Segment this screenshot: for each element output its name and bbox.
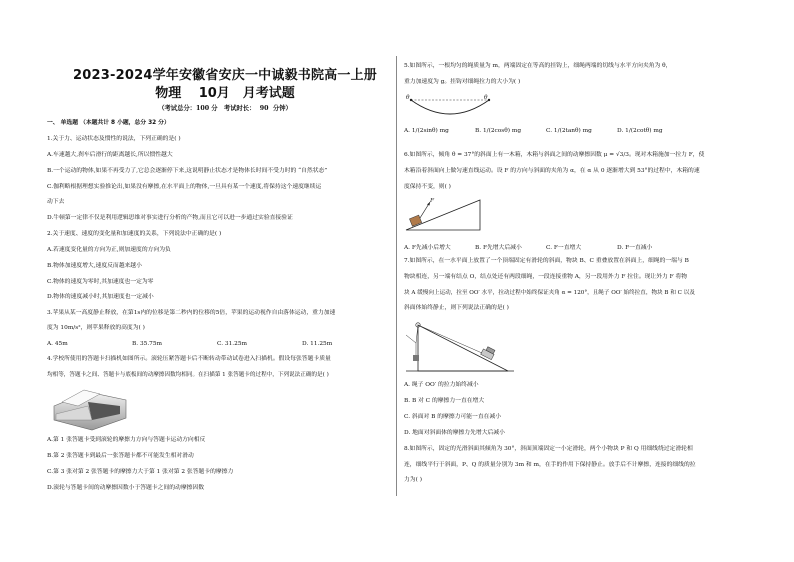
exam-subtitle: 物理 10月 月考试题 [155, 86, 295, 101]
q7-option-b: B. B 对 C 的摩擦力一直在增大 [404, 398, 485, 404]
q6-option-b: B. F先增大后减小 [475, 245, 522, 251]
q3-option-a: A. 45m [47, 341, 68, 347]
q1-option-b: B.一个运动的物体,如果不再受力了,它总会逐渐停下来,这说明静止状态才是物体长时间不受力时的 “自然状态” [47, 168, 328, 174]
q8-stem: 8.如图所示，固定的光滑斜面其倾角为 30°，斜面顶端固定一小定滑轮，两个小物块 P 和 Q 用细线绕过定滑轮相 [404, 446, 693, 452]
q6-stem: 6.如图所示，倾角 θ = 37°的斜面上有一木箱，木箱与斜面之间的动摩擦因数 μ = √3/3。现对木箱施加一拉力 F，使 [404, 152, 705, 158]
theta-label-right: θ [484, 95, 488, 101]
q1-option-a: A.车速越大,刹车后滑行的距离越长,所以惯性越大 [47, 152, 173, 158]
q2-option-b: B.物体加速度增大,速度反而越来越小 [47, 263, 142, 269]
q1-option-d: D.牛顿第一定律不仅是利用逻辑思维对事实进行分析的产物,而且它可以进一步通过实验直接验证 [47, 215, 293, 221]
q2-stem: 2.关于速度、速度的变化量和加速度的关系，下列说法中正确的是( ) [47, 231, 222, 237]
q4-stem-cont: 均相等，答题卡之间、答题卡与底板间的动摩擦因数均相同。在扫描第 1 张答题卡的过程中，下列说法正确的是( ) [47, 372, 329, 378]
column-divider [396, 56, 397, 496]
q2-option-c: C.物体的速度为零时,其加速度也一定为零 [47, 279, 154, 285]
q7-option-d: D. 地面对斜面体的摩擦力先增大后减小 [404, 430, 505, 436]
incline-box-figure [404, 194, 484, 234]
theta-label-left: θ [406, 95, 410, 101]
q2-option-d: D.物体的速度减小时,其加速度也一定减小 [47, 294, 154, 300]
q7-option-a: A. 绳子 OO′ 的拉力始终减小 [404, 382, 479, 388]
q4-option-b: B.第 2 张答题卡到最后一张答题卡都不可能发生相对滑动 [47, 453, 194, 459]
q5-option-b: B. 1/(2cosθ) mg [475, 128, 522, 134]
q5-stem: 5.如图所示，一根均匀的绳质量为 m，两端固定在等高的挂钩上，细绳两端的切线与水平方向夹角为 θ， [404, 63, 672, 69]
q1-option-c-cont: 动下去 [47, 199, 65, 205]
q6-option-a: A. F先减小后增大 [404, 245, 451, 251]
q7-stem-cont3: 斜面体始终静止，则下列说法正确的是( ) [404, 305, 509, 311]
q4-option-c: C.第 3 张对第 2 张答题卡的摩擦力大于第 1 张对第 2 张答题卡的摩擦力 [47, 469, 234, 475]
q3-stem-cont: 度为 10m/s²，则苹果释放的高度为( ) [47, 325, 145, 331]
section-heading: 一、 单选题 （本题共计 8 小题，总分 32 分） [47, 120, 170, 126]
q4-option-a: A.第 1 张答题卡受到滚轮的摩擦力方向与答题卡运动方向相反 [47, 437, 206, 443]
q7-stem-cont2: 块 A 缓慢向上运动，拉至 OO′ 水平，拉动过程中始终保证夹角 α = 120°，且绳子 OO′ 始终拉直，物块 B 和 C 以及 [404, 290, 695, 296]
q5-option-d: D. 1/(2cotθ) mg [617, 128, 663, 134]
q1-stem: 1.关于力、运动状态及惯性的说法，下列正确的是( ) [47, 136, 181, 142]
q3-option-c: C. 31.25m [217, 341, 248, 347]
q3-stem: 3.苹果从某一高度静止释放，在第1s内的位移是第二秒内的位移的5倍，苹果的运动视作自由落体运动，重力加速 [47, 310, 336, 316]
exam-meta: （考试总分：100 分 考试时长： 90 分钟） [158, 105, 292, 112]
q6-stem-cont2: 度保持不变，则( ) [404, 184, 451, 190]
exam-title: 2023-2024学年安徽省安庆一中诚毅书院高一上册 [73, 68, 377, 83]
q8-stem-cont2: 力为( ) [404, 477, 422, 483]
q4-option-d: D.滚轮与答题卡间的动摩擦因数小于答题卡之间的动摩擦因数 [47, 485, 205, 491]
rope-figure [405, 94, 495, 120]
scanner-illustration [48, 384, 130, 434]
q7-stem: 7.如图所示，在一水平面上放置了一个顶端固定有滑轮的斜面，物块 B、C 重叠放置在斜面上，细绳的一端与 B [404, 258, 689, 264]
q5-stem-cont: 重力加速度为 g。挂钩对细绳拉力的大小为( ) [404, 79, 521, 85]
q8-stem-cont: 连，细线平行于斜面，P、Q 的质量分别为 3m 和 m，在手的作用下保持静止。放手后不计摩擦，连接的细线的拉 [404, 462, 696, 468]
q6-option-d: D. F一直减小 [617, 245, 653, 251]
q1-option-c: C.伽利略根据理想实验推论出,如果没有摩擦,在水平面上的物体,一旦具有某一个速度,将保持这个速度继续运 [47, 184, 322, 190]
q3-option-b: B. 35.75m [132, 341, 163, 347]
q2-option-a: A.若速度变化量的方向为正,则加速度的方向为负 [47, 247, 171, 253]
q5-option-c: C. 1/(2tanθ) mg [546, 128, 592, 134]
q7-stem-cont: 物块相连，另一端有结点 O，结点处还有两段细绳，一段连接重物 A，另一段用外力 F 拉住。现让外力 F 将物 [404, 274, 688, 280]
pulley-incline-figure [404, 313, 516, 377]
q5-option-a: A. 1/(2sinθ) mg [404, 128, 449, 134]
q4-stem: 4.学校所使用的答题卡扫描机如图所示。滚轮压紧答题卡后不断转动带动试卷进入扫描机。假设每张答题卡质量 [47, 356, 331, 362]
q6-stem-cont: 木箱沿着斜面向上做匀速直线运动。设 F 的方向与斜面的夹角为 α，在 α 从 0 逐渐增大到 53°的过程中，木箱的速 [404, 168, 700, 174]
force-label: F [430, 198, 435, 204]
q3-option-d: D. 11.25m [302, 341, 333, 347]
q6-option-c: C. F一直增大 [546, 245, 582, 251]
q7-option-c: C. 斜面对 B 的摩擦力可能一直在减小 [404, 414, 502, 420]
